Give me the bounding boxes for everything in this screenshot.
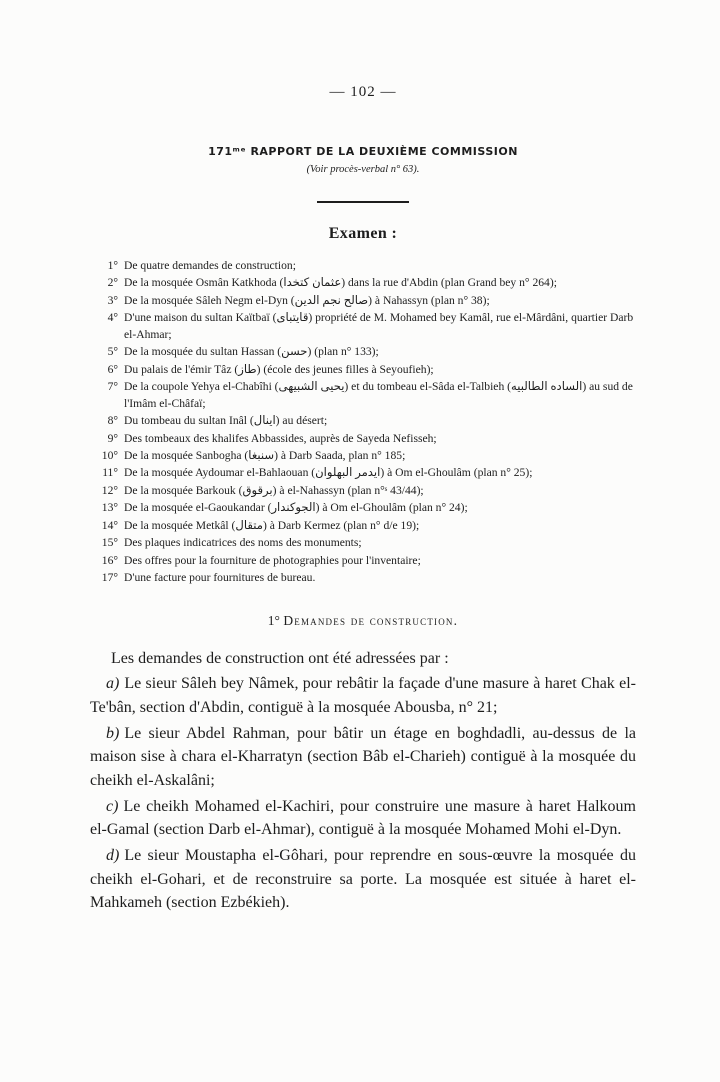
item-text: D'une facture pour fournitures de bureau.	[124, 571, 316, 585]
item-text: Du tombeau du sultan Inâl (اينال) au désert;	[124, 414, 328, 428]
paragraph-text: Le sieur Sâleh bey Nâmek, pour rebâtir la façade d'une masure à haret Chak el-Te'bân, section d'Abdin, contiguë à la mosquée Abousba, n° 21;	[90, 675, 636, 716]
examen-list	[90, 258, 636, 587]
list-item	[94, 500, 636, 516]
list-item	[94, 310, 636, 343]
list-item	[94, 570, 636, 586]
item-text: De la mosquée Sanbogha (سنبغا) à Darb Saada, plan n° 185;	[124, 448, 406, 462]
item-text: Des offres pour la fourniture de photographies pour l'inventaire;	[124, 553, 421, 567]
item-number: 15°	[101, 536, 118, 550]
paragraph	[90, 672, 636, 719]
item-number: 12°	[101, 483, 118, 497]
horizontal-rule	[317, 201, 409, 203]
paragraph	[90, 844, 636, 915]
item-text: De la mosquée Sâleh Negm el-Dyn (صالح نجم الدين) à Nahassyn (plan n° 38);	[124, 293, 490, 307]
paragraph-label: b)	[106, 724, 120, 742]
list-item	[94, 275, 636, 291]
item-text: De la mosquée el-Gaoukandar (الجوكندار) à Om el-Ghoulâm (plan n° 24);	[124, 501, 468, 515]
paragraph	[90, 795, 636, 842]
body-copy	[90, 647, 636, 915]
item-number: 11°	[102, 466, 118, 480]
item-text: De la mosquée Osmân Katkhoda (عثمان كتخدا) dans la rue d'Abdin (plan Grand bey n° 264);	[124, 276, 557, 290]
item-text: De la coupole Yehya el-Chabîhi (يحيى الشبيهى) et du tombeau el-Sâda el-Talbieh (الساده الطالبيه) au sud de l'Imâm el-Châfaï;	[124, 380, 633, 410]
paragraph-text: Le sieur Abdel Rahman, pour bâtir un étage en boghdadli, au-dessus de la maison sise à chara el-Kharratyn (section Bâb el-Charieh) contiguë à la mosquée du cheikh el-Askalâni;	[90, 724, 636, 789]
paragraph-label: d)	[106, 846, 120, 864]
item-number: 17°	[101, 571, 118, 585]
report-subtitle: (Voir procès-verbal n° 63).	[306, 164, 420, 175]
item-text: De la mosquée du sultan Hassan (حسن) (plan n° 133);	[124, 345, 379, 359]
list-item	[94, 518, 636, 534]
item-number: 7°	[107, 380, 118, 394]
report-title: 171ᵐᵉ RAPPORT DE LA DEUXIÈME COMMISSION	[208, 145, 518, 158]
item-number: 10°	[101, 448, 118, 462]
list-item	[94, 293, 636, 309]
item-number: 14°	[101, 518, 118, 532]
page-number: — 102 —	[329, 84, 397, 100]
item-number: 8°	[107, 414, 118, 428]
paragraph	[90, 722, 636, 793]
paragraph-text: Les demandes de construction ont été adressées par :	[111, 649, 449, 667]
item-number: 16°	[101, 553, 118, 567]
section-heading	[90, 613, 636, 629]
item-number: 1°	[107, 259, 118, 272]
section-title: Demandes de construction.	[283, 612, 459, 628]
paragraph-label: a)	[106, 675, 120, 693]
item-text: Du palais de l'émir Tâz (طاز) (école des jeunes filles à Seyoufieh);	[124, 362, 434, 376]
list-item	[94, 362, 636, 378]
item-number: 6°	[107, 362, 118, 376]
examen-heading: Examen :	[328, 225, 398, 242]
item-number: 5°	[107, 345, 118, 359]
item-text: De la mosquée Metkâl (متقال) à Darb Kermez (plan n° d/e 19);	[124, 518, 420, 532]
list-item	[94, 258, 636, 274]
list-item	[94, 413, 636, 429]
list-item	[94, 344, 636, 360]
list-item	[94, 483, 636, 499]
item-text: De la mosquée Barkouk (برقوق) à el-Nahassyn (plan n°ˢ 43/44);	[124, 483, 424, 497]
list-item	[94, 553, 636, 569]
list-item	[94, 431, 636, 447]
list-item	[94, 535, 636, 551]
item-text: Des tombeaux des khalifes Abbassides, auprès de Sayeda Nefisseh;	[124, 431, 437, 445]
item-number: 2°	[107, 276, 118, 290]
item-number: 13°	[101, 501, 118, 515]
paragraph-text: Le cheikh Mohamed el-Kachiri, pour construire une masure à haret Halkoum el-Gamal (section Darb el-Ahmar), contiguë à la mosquée Mohamed Mohi el-Dyn.	[90, 797, 636, 839]
item-number: 3°	[107, 293, 118, 307]
section-number: 1°	[267, 612, 280, 628]
item-text: Des plaques indicatrices des noms des monuments;	[124, 536, 362, 550]
item-number: 4°	[107, 311, 118, 325]
list-item	[94, 448, 636, 464]
paragraph-label: c)	[106, 797, 119, 815]
list-item	[94, 379, 636, 412]
item-text: De la mosquée Aydoumar el-Bahlaouan (ايدمر البهلوان) à Om el-Ghoulâm (plan n° 25);	[124, 466, 533, 480]
list-item	[94, 465, 636, 481]
paragraph	[90, 647, 636, 671]
item-number: 9°	[107, 431, 118, 445]
paragraph-text: Le sieur Moustapha el-Gôhari, pour reprendre en sous-œuvre la mosquée du cheikh el-Gohari, et de reconstruire sa porte. La mosquée est située à haret el-Mahkameh (section Ezbékieh).	[90, 846, 636, 912]
item-text: De quatre demandes de construction;	[124, 259, 296, 272]
item-text: D'une maison du sultan Kaïtbaï (قايتباى) propriété de M. Mohamed bey Kamâl, rue el-Mârdâni, quartier Darb el-Ahmar;	[124, 311, 634, 341]
